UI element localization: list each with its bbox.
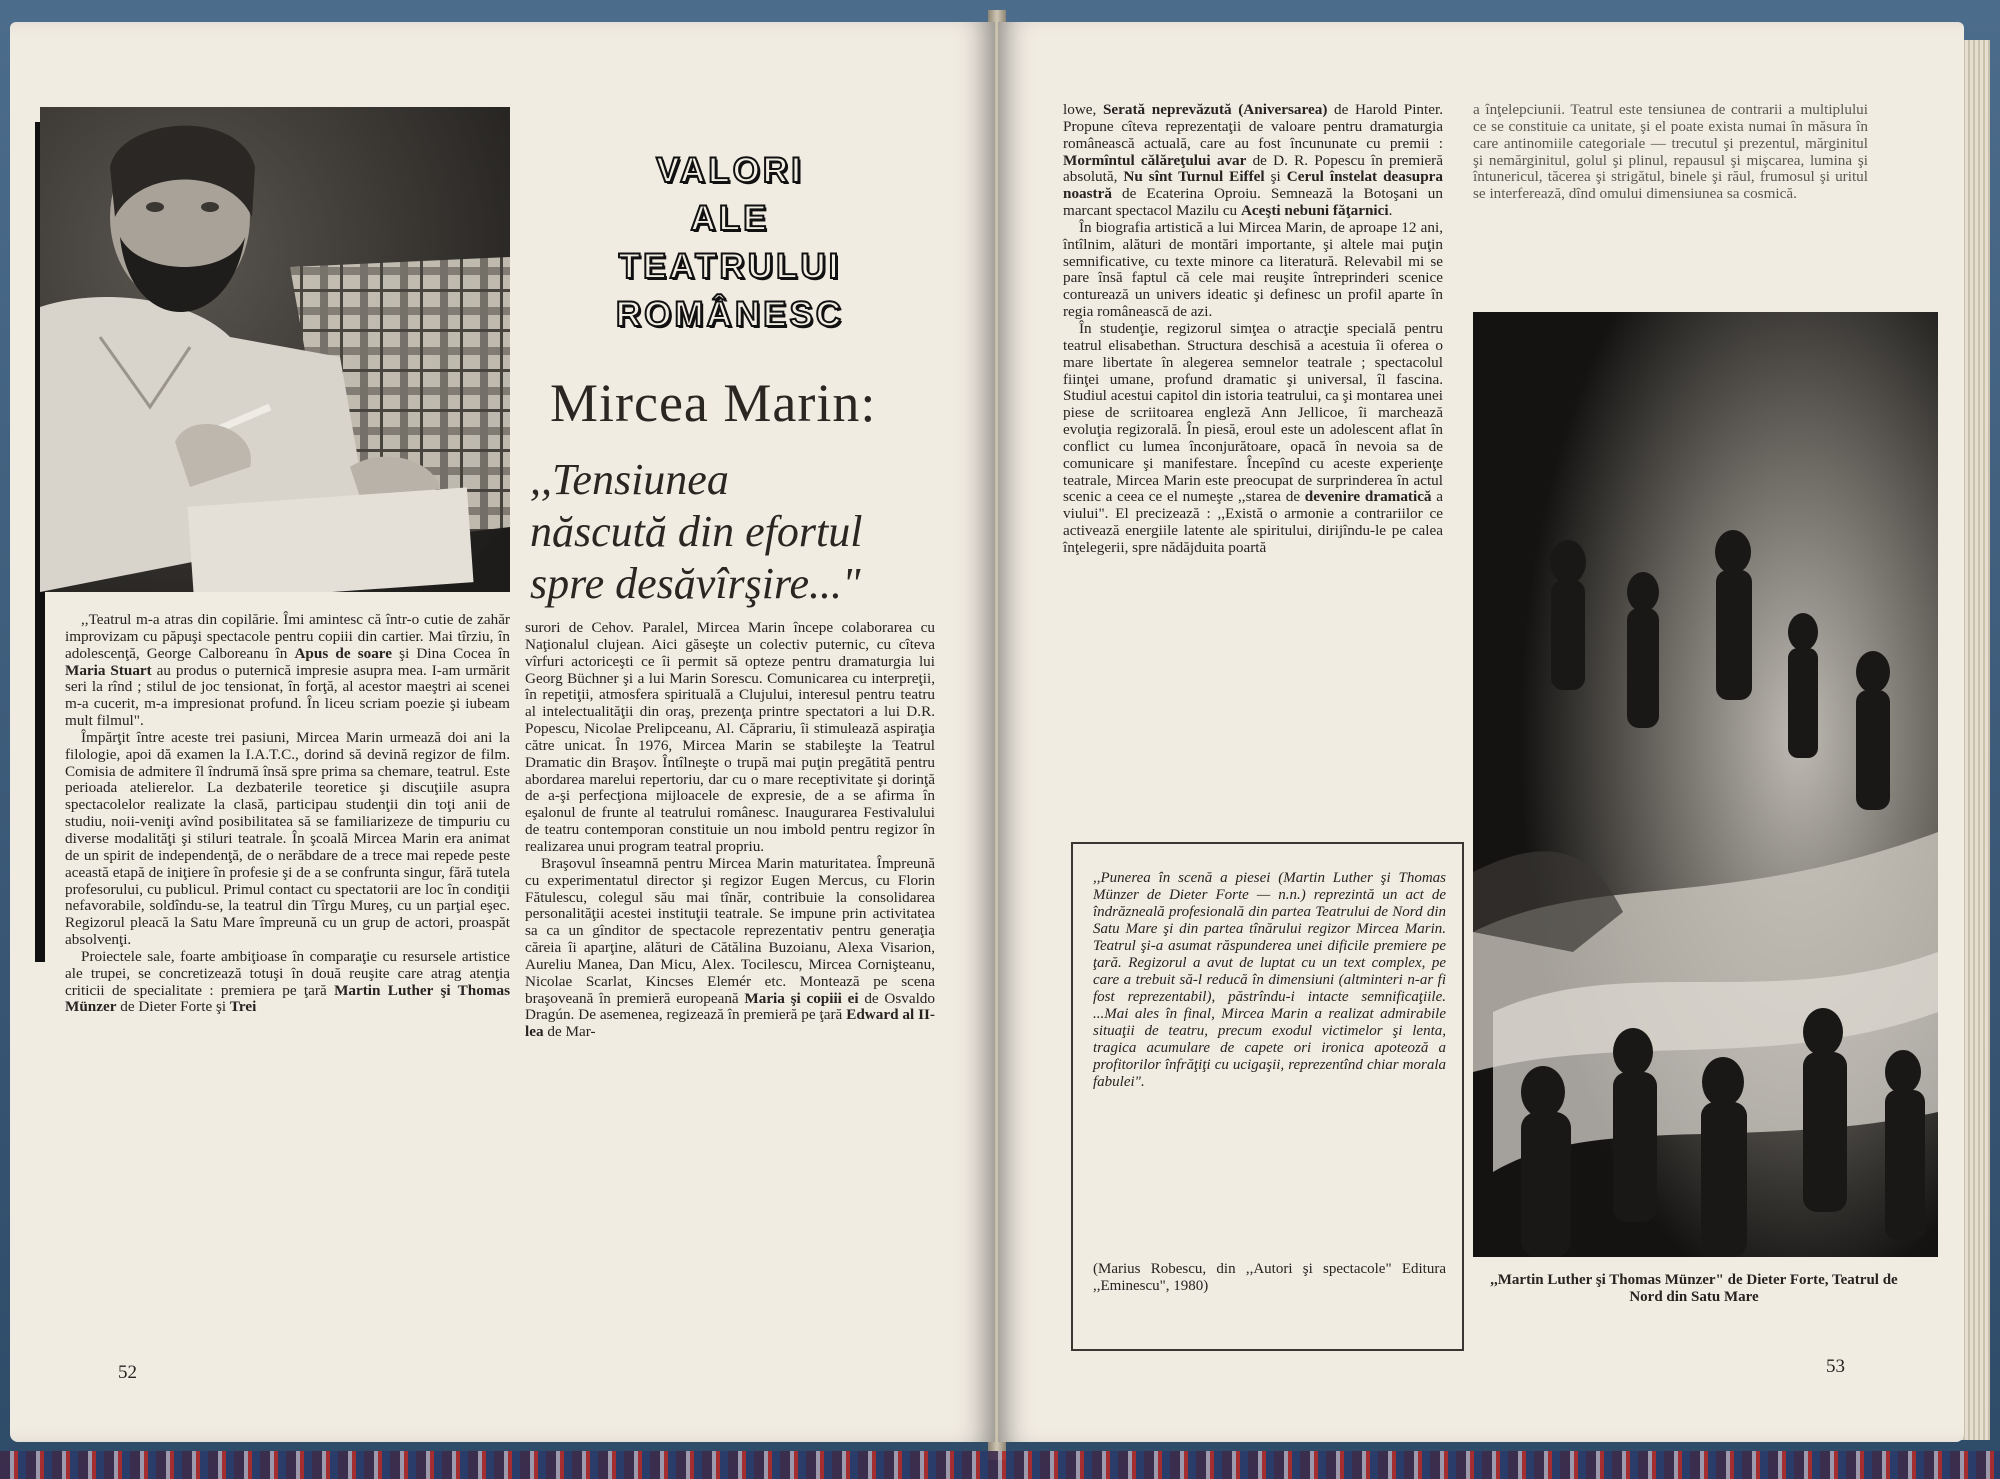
interview-quote [530, 454, 862, 610]
paragraph: În studenţie, regizorul simţea o atracţie specială pentru teatrul elisabethan. Structura deschisă a acestuia îi oferea o mare libertate în alegerea semnelor teatrale ; spectacolul fiinţei umane, profund dramatic şi universal, îl fascina. Studiul acestui capitol din istoria teatrului, ca şi montarea unei piese de scriitoarea engleză Ann Jellicoe, îi marchează evoluţia regizorală. În piesă, eroul este un adolescent aflat în conflict cu lumea înconjurătoare, opacă în nevoia sa de comunicare şi manifestare. Începînd cu aceste experienţe teatrale, Mircea Marin este preocupat de surprinderea în actul scenic a ceea ce el numeşte ,,starea de devenire dramatică a viului". El precizează : ,,Există o armonie a contrariilor ce activează energiile latente ale spiritului, dirijîndu-le pe calea înţelegerii, spre nădăjduita poartă [1063, 319, 1443, 556]
page-number: 53 [1826, 1356, 1845, 1377]
series-title [530, 147, 930, 339]
series-title-line: VALORI [656, 151, 804, 190]
paragraph: surori de Cehov. Paralel, Mircea Marin începe colaborarea cu Naţionalul clujean. Aici găseşte un colectiv puternic, cu cîteva vîrfuri actoriceşti ce îi permit să opteze pentru dramaturgia lui Georg Büchner şi a lui Marin Sorescu. Comunicarea cu interpreţii, în repetiţii, atmosfera spirituală a Clujului, interesul pentru teatru al intelectualităţii din oraş, prezenţa printre spectatori a lui D.R. Popescu, Nicolae Prelipceanu, Al. Căprariu, îi stimulează aspiraţia către unicat. În 1976, Mircea Marin se stabileşte la Teatrul Dramatic din Braşov. Întîlneşte o trupă mai puţin pregătită pentru abordarea marelui repertoriu, dar cu o mare receptivitate şi dorinţă de a-şi perfecţiona mijloacele de expresie, de a se afirma în eşalonul de frunte al teatrului românesc. Inaugurarea Festivalului de teatru contemporan constituie un nou imbold pentru regizor în realizarea unui program teatral propriu. [525, 619, 935, 855]
series-title-line: ROMÂNESC [615, 295, 845, 334]
right-page [998, 22, 1964, 1442]
left-page [10, 22, 995, 1442]
interview-name: Mircea Marin: [550, 373, 877, 433]
quote-source: (Marius Robescu, din ,,Autori şi spectacole" Editura ,,Eminescu", 1980) [1093, 1261, 1446, 1294]
article-column-1 [65, 612, 510, 1016]
series-title-line: TEATRULUI [618, 247, 842, 286]
paragraph: În biografia artistică a lui Mircea Marin, de aproape 12 ani, întîlnim, alături de montări importante, şi altele mai puţin semnificative, cu texte minore ca literatură. Relevabil mi se pare însă faptul că cele mai reuşite întreprinderi scenice conturează un univers ideatic şi definesc un profil aparte în regia românească de azi. [1063, 218, 1443, 321]
critic-quote-box [1071, 842, 1464, 1351]
paragraph: Proiectele sale, foarte ambiţioase în comparaţie cu resursele artistice ale trupei, se concretizează totuşi în două reuşite care atrag atenţia criticii de specialitate : premiera pe ţară Martin Luther şi Thomas Münzer de Dieter Forte şi Trei [65, 947, 510, 1016]
page-number: 52 [118, 1362, 137, 1383]
article-column-2 [525, 620, 935, 1041]
article-column-3 [1063, 102, 1443, 557]
photo-caption: ,,Martin Luther şi Thomas Münzer" de Dieter Forte, Teatrul de Nord din Satu Mare [1490, 1272, 1898, 1305]
paragraph: lowe, Serată neprevăzută (Aniversarea) de Harold Pinter. Propune cîteva reprezentaţii de valoare pentru dramaturgia românească actuală, care au fost încununate cu premii : Mormîntul călăreţului avar de D. R. Popescu în premieră absolută, Nu sînt Turnul Eiffel şi Cerul înstelat deasupra noastră de Ecaterina Oproiu. Semnează la Botoşani un marcant spectacol Mazilu cu Aceşti nebuni făţarnici. [1063, 101, 1444, 220]
article-column-4 [1473, 102, 1868, 203]
stage-image [1473, 312, 1938, 1257]
paragraph: a înţelepciunii. Teatrul este tensiunea de contrarii a multiplului ce se constituie ca unitate, şi el poate exista numai în măsura în care antinomiile categoriale — trecutul şi prezentul, mărginitul şi nemărginitul, golul şi plinul, repausul şi mişcarea, lumina şi întunericul, tăcerea şi strigătul, binele şi răul, frumosul şi uritul se interferează, dînd omului dimensiunea sa cosmică. [1473, 101, 1868, 203]
binding-strip [0, 1451, 2000, 1479]
quote-line: ,,Tensiunea [530, 455, 729, 504]
quote-line: născută din efortul [530, 507, 863, 556]
director-portrait-photo [40, 107, 510, 592]
paragraph: Împărţit între aceste trei pasiuni, Mircea Marin urmează doi ani la filologie, apoi dă examen la I.A.T.C., dorind să devină regizor de film. Comisia de admitere îl îndrumă însă spre prima sa chemare, teatrul. Este perioada atelierelor. La dezbaterile teoretice şi discuţiile asupra spectacolelor realizate la clasă, participau studenţii din toţi anii de studiu, noii-veniţi avînd posibilitatea să se familiarizeze de timpuriu cu diverse modalităţi şi stiluri teatrale. În şcoală Mircea Marin era animat de un spirit de independenţă, de o nerăbdare de a trece mai repede peste această etapă de iniţiere în profesie şi de a se confrunta singur, fără tutela profesorului, cu publicul. Primul contact cu spectatorii are loc în condiţii nefavorabile, soldîndu-se, la teatrul din Tîrgu Mureş, cu un parţial eşec. Regizorul pleacă la Satu Mare împreună cu un grup de actori, proaspăt absolvenţi. [65, 728, 510, 949]
paragraph: ,,Teatrul m-a atras din copilărie. Îmi amintesc că într-o cutie de zahăr improvizam cu păpuşi spectacole pentru copiii din cartier. Mai tîrziu, în adolescenţă, George Calboreanu în Apus de soare şi Dina Cocea în Maria Stuart au produs o puternică impresie asupra mea. I-am urmărit seri la rînd ; stilul de joc tensionat, în forţă, al acestor maeştri ai scenei m-a cucerit, m-a impresionat profund. În liceu scriam poezie şi iubeam mult filmul". [65, 611, 511, 730]
series-title-line: ALE [690, 199, 770, 238]
quote-line: spre desăvîrşire..." [530, 559, 861, 608]
quote-text: ,,Punerea în scenă a piesei (Martin Luther şi Thomas Münzer de Dieter Forte — n.n.) reprezintă un act de îndrăzneală profesională din partea Teatrului de Nord din Satu Mare şi din partea tînărului regizor Mircea Marin. Teatrul şi-a asumat răspunderea unei dificile premiere pe ţară. Regizorul a avut de luptat cu un text complex, pe care a trebuit să-l reducă în dimensiuni (altminteri n-ar fi fost reprezentabil), păstrîndu-i intacte semnificaţiile. ...Mai ales în final, Mircea Marin a realizat admirabile situaţii de teatru, precum exodul victimelor şi lenta, tragica acumulare de capete ori ironica apoteoză a profitorilor înfrăţiţi cu ucigaşii, reprezentînd chiar morala fabulei". [1093, 870, 1446, 1090]
portrait-image [40, 107, 510, 592]
stage-production-photo [1473, 312, 1938, 1257]
page-edges [1960, 40, 1990, 1440]
paragraph: Braşovul înseamnă pentru Mircea Marin maturitatea. Împreună cu experimentatul director şi regizor Eugen Mercus, cu Florin Fătulescu, colegul său mai tînăr, contribuie la consolidarea personalităţii acestei instituţii teatrale. Se impune prin activitatea sa ca un gînditor de spectacole reprezentativ pentru generaţia căreia îi aparţine, alături de Cătălina Buzoianu, Alexa Visarion, Aureliu Manea, Dan Micu, Alex. Tocilescu, Mircea Cornişteanu, Nicolae Scarlat, Kincses Elemér etc. Montează pe scena braşoveană în premieră europeană Maria şi copiii ei de Osvaldo Dragún. De asemenea, regizează în premieră pe ţară Edward al II-lea de Mar- [525, 854, 935, 1041]
